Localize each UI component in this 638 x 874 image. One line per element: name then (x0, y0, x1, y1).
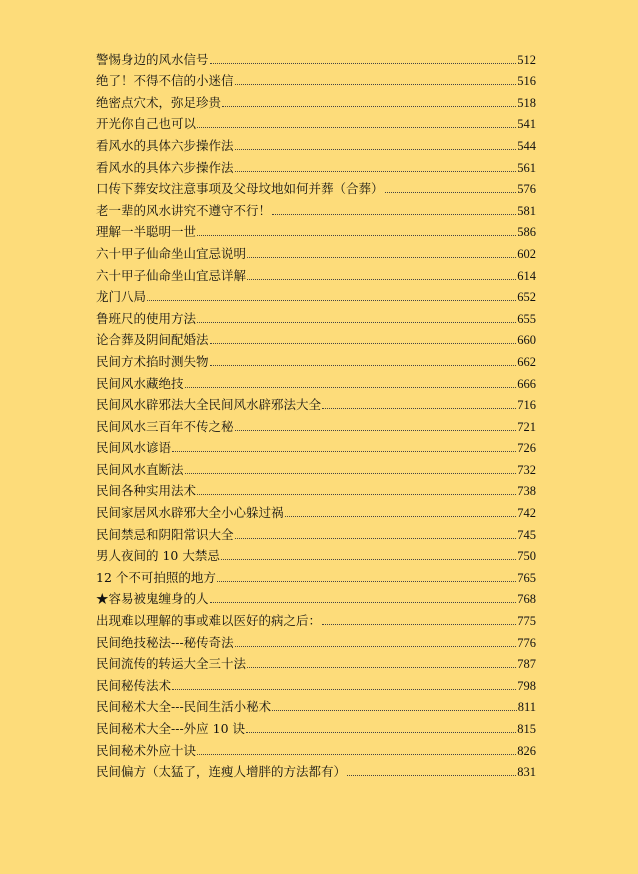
toc-entry[interactable] (96, 176, 536, 198)
dot-leader (197, 494, 516, 495)
dot-leader (172, 451, 516, 452)
dot-leader (185, 473, 517, 474)
toc-entry-page-number: 765 (517, 570, 536, 585)
toc-entry-title: 龙门八局 (96, 289, 147, 305)
toc-entry-title: 民间风水谚语 (96, 440, 172, 456)
dot-leader (235, 430, 517, 431)
toc-entry-title: 民间绝技秘法---秘传奇法 (96, 634, 234, 650)
toc-entry-page-number: 561 (517, 160, 536, 175)
dot-leader (210, 343, 517, 344)
dot-leader (197, 127, 516, 128)
toc-entry-title: 开光你自己也可以 (96, 116, 197, 132)
toc-entry-page-number: 726 (517, 441, 536, 456)
toc-entry[interactable] (96, 197, 536, 219)
toc-entry-title: 男人夜间的 10 大禁忌 (96, 548, 220, 564)
toc-entry-page-number: 666 (517, 376, 536, 391)
toc-entry-page-number: 775 (517, 614, 536, 629)
dot-leader (247, 279, 516, 280)
toc-entry[interactable] (96, 240, 536, 262)
toc-entry-title: 论合葬及阴间配婚法 (96, 332, 209, 348)
toc-entry-page-number: 768 (517, 592, 536, 607)
toc-entry-title: 出现难以理解的事或难以医好的病之后： (96, 613, 322, 629)
toc-entry-page-number: 776 (517, 635, 536, 650)
toc-entry-title: ★容易被鬼缠身的人 (96, 591, 209, 607)
toc-entry[interactable] (96, 478, 536, 500)
dot-leader (210, 365, 517, 366)
toc-entry[interactable] (96, 607, 536, 629)
toc-entry[interactable] (96, 46, 536, 68)
dot-leader (322, 408, 516, 409)
dot-leader (247, 667, 516, 668)
dot-leader (246, 732, 516, 733)
toc-entry-title: 警惕身边的风水信号 (96, 51, 209, 67)
dot-leader (221, 559, 516, 560)
dot-leader (235, 149, 517, 150)
dot-leader (272, 214, 516, 215)
toc-entry[interactable] (96, 327, 536, 349)
toc-entry-page-number: 602 (517, 246, 536, 261)
dot-leader (247, 257, 516, 258)
toc-entry-page-number: 541 (517, 117, 536, 132)
dot-leader (210, 602, 517, 603)
dot-leader (197, 322, 516, 323)
toc-entry-page-number: 742 (517, 506, 536, 521)
toc-entry[interactable] (96, 629, 536, 651)
dot-leader (222, 106, 516, 107)
dot-leader (235, 171, 517, 172)
toc-entry-page-number: 512 (517, 52, 536, 67)
toc-entry-page-number: 750 (517, 549, 536, 564)
dot-leader (272, 710, 517, 711)
toc-entry-title: 12 个不可拍照的地方 (96, 569, 216, 585)
dot-leader (235, 538, 517, 539)
toc-entry-page-number: 738 (517, 484, 536, 499)
toc-entry[interactable] (96, 521, 536, 543)
toc-entry-page-number: 721 (517, 419, 536, 434)
toc-entry[interactable] (96, 435, 536, 457)
toc-entry[interactable] (96, 672, 536, 694)
toc-entry-title: 民间流传的转运大全三十法 (96, 656, 247, 672)
toc-entry-page-number: 662 (517, 354, 536, 369)
toc-entry-title: 六十甲子仙命坐山宜忌详解 (96, 267, 247, 283)
toc-entry[interactable] (96, 392, 536, 414)
toc-entry-title: 民间秘传法术 (96, 677, 172, 693)
toc-entry-title: 民间秘术大全---外应 10 诀 (96, 721, 246, 736)
dot-leader (235, 646, 517, 647)
toc-entry-page-number: 815 (517, 722, 536, 736)
toc-entry-page-number: 518 (517, 95, 536, 110)
toc-entry[interactable] (96, 348, 536, 370)
toc-entry[interactable] (96, 89, 536, 111)
toc-entry-page-number: 614 (517, 268, 536, 283)
toc-entry-title: 看风水的具体六步操作法 (96, 137, 234, 153)
toc-entry[interactable] (96, 68, 536, 90)
toc-entry[interactable] (96, 456, 536, 478)
toc-entry[interactable] (96, 651, 536, 673)
toc-entry[interactable] (96, 154, 536, 176)
toc-entry[interactable] (96, 499, 536, 521)
toc-entry-page-number: 655 (517, 311, 536, 326)
toc-entry-page-number: 787 (517, 657, 536, 672)
toc-entry-title: 口传下葬安坟注意事项及父母坟地如何并葬（合葬） (96, 181, 384, 197)
toc-entry[interactable] (96, 262, 536, 284)
toc-entry-title: 老一辈的风水讲究不遵守不行！ (96, 202, 272, 218)
toc-entry-title: 民间风水直断法 (96, 461, 184, 477)
toc-entry[interactable] (96, 737, 536, 759)
toc-entry-page-number: 745 (517, 527, 536, 542)
toc-entry[interactable] (96, 543, 536, 565)
toc-entry-title: 绝了！不得不信的小迷信 (96, 73, 234, 89)
toc-entry[interactable] (96, 694, 536, 716)
toc-entry-title: 民间家居风水辟邪大全小心躲过祸 (96, 505, 284, 521)
toc-entry[interactable] (96, 111, 536, 133)
dot-leader (285, 516, 517, 517)
toc-entry-title: 民间风水辟邪法大全民间风水辟邪法大全 (96, 397, 322, 413)
toc-entry-title: 民间禁忌和阴阳常识大全 (96, 526, 234, 542)
table-of-contents (96, 46, 536, 780)
toc-entry-page-number: 660 (517, 333, 536, 348)
toc-entry-page-number: 826 (517, 743, 536, 758)
toc-entry-title: 民间风水藏绝技 (96, 375, 184, 391)
toc-entry-page-number: 831 (517, 765, 536, 780)
dot-leader (347, 775, 516, 776)
toc-entry[interactable] (96, 413, 536, 435)
toc-entry[interactable] (96, 305, 536, 327)
toc-entry-page-number: 581 (517, 203, 536, 218)
toc-entry-page-number: 544 (517, 138, 536, 153)
toc-entry-page-number: 586 (517, 225, 536, 240)
toc-entry-title: 民间秘术外应十诀 (96, 742, 197, 758)
dot-leader (210, 63, 517, 64)
toc-entry-page-number: 798 (517, 678, 536, 693)
toc-entry-page-number: 732 (517, 462, 536, 477)
toc-entry-title: 民间方术掐时测失物 (96, 353, 209, 369)
toc-entry-page-number: 652 (517, 290, 536, 305)
toc-entry[interactable] (96, 284, 536, 306)
toc-entry[interactable] (96, 715, 536, 737)
toc-entry-title: 民间各种实用法术 (96, 483, 197, 499)
toc-entry-title: 民间偏方（太猛了，连瘦人增胖的方法都有） (96, 764, 347, 780)
toc-entry-page-number: 516 (517, 74, 536, 89)
dot-leader (172, 689, 516, 690)
dot-leader (197, 754, 516, 755)
dot-leader (147, 300, 516, 301)
toc-entry-title: 鲁班尺的使用方法 (96, 310, 197, 326)
dot-leader (235, 84, 517, 85)
toc-entry[interactable] (96, 132, 536, 154)
toc-entry-page-number: 716 (517, 398, 536, 413)
toc-entry-title: 六十甲子仙命坐山宜忌说明 (96, 245, 247, 261)
dot-leader (185, 387, 517, 388)
dot-leader (322, 624, 516, 625)
toc-entry-title: 绝密点穴术，弥足珍贵 (96, 94, 222, 110)
toc-entry[interactable] (96, 586, 536, 608)
dot-leader (197, 235, 516, 236)
toc-entry[interactable] (96, 370, 536, 392)
toc-entry-page-number: 811 (517, 700, 536, 715)
toc-entry-title: 民间秘术大全---民间生活小秘术 (96, 699, 272, 715)
toc-entry-title: 民间风水三百年不传之秘 (96, 418, 234, 434)
dot-leader (217, 581, 516, 582)
toc-entry[interactable] (96, 564, 536, 586)
dot-leader (385, 192, 517, 193)
toc-entry[interactable] (96, 759, 536, 781)
toc-entry-page-number: 576 (517, 182, 536, 197)
toc-entry[interactable] (96, 219, 536, 241)
toc-entry-title: 看风水的具体六步操作法 (96, 159, 234, 175)
toc-entry-title: 理解一半聪明一世 (96, 224, 197, 240)
